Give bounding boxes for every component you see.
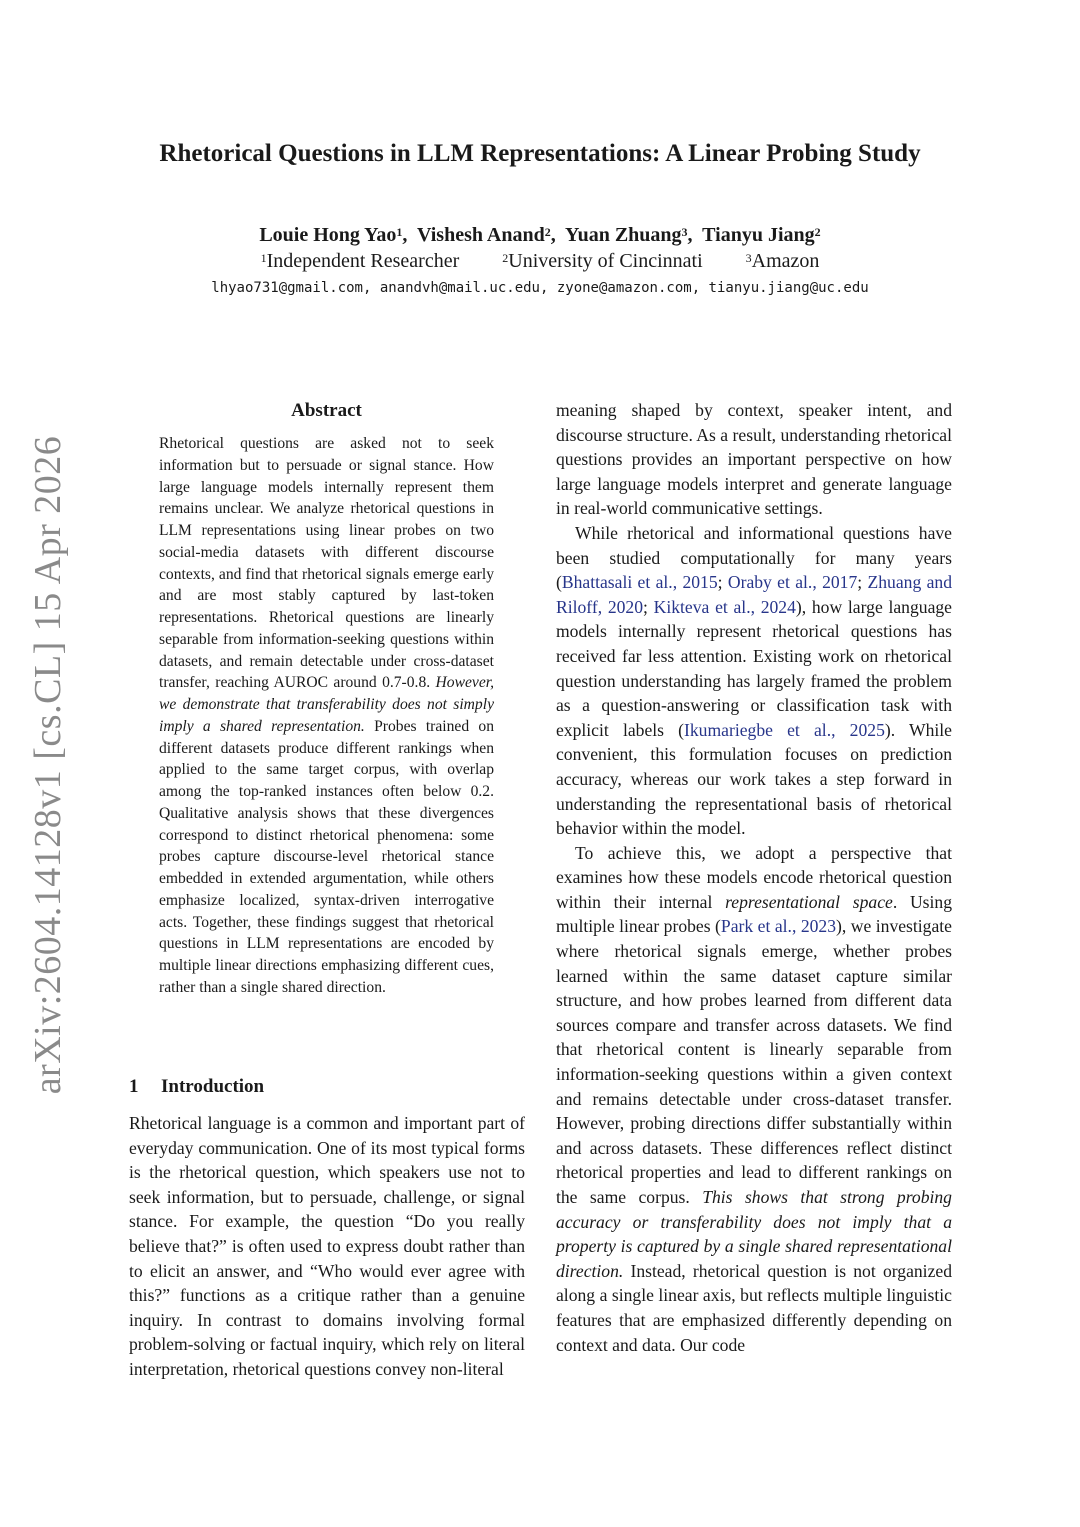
author-name: Yuan Zhuang — [564, 224, 682, 246]
citation-link[interactable]: Kikteva et al., 2024 — [653, 596, 796, 617]
section-heading-introduction: 1 Introduction — [129, 1076, 265, 1097]
introduction-paragraph-1-continued: meaning shaped by context, speaker intent, and discourse structure. As a result, understanding rhetorical questions provides an important perspective on how large language models interpret and generate language in real-world communicative settings. — [556, 400, 952, 519]
right-column — [556, 398, 952, 1357]
author-name: Louie Hong Yao — [259, 224, 397, 246]
affiliation: $^3$Amazon — [745, 250, 820, 272]
citation-link[interactable]: Zhuang and Riloff, 2020 — [556, 572, 952, 617]
citation-link[interactable]: Ikumariegbe et al., 2025 — [684, 719, 885, 740]
introduction-paragraph-2: While rhetorical and informational questions have been studied computationally for many years (Bhattasali et al., 2015; Oraby et al., 2017; Zhuang and Riloff, 2020; Kikteva et al., 2024), how large language models internally represent rhetorical questions has received far less attention. Existing work on rhetorical question understanding has largely framed the problem as a question-answering or classification task with explicit labels (Ikumariegbe et al., 2025). While convenient, this formulation focuses on prediction accuracy, whereas our work takes a step forward in understanding the representational basis of rhetorical behavior within the model. — [556, 522, 952, 839]
author-name: Vishesh Anand — [417, 224, 545, 246]
author-name: Tianyu Jiang — [702, 224, 815, 246]
arxiv-identifier: arXiv:2604.14128v1 [cs.CL] 15 Apr 2026 — [27, 435, 69, 1095]
author-affil-mark: 1 — [396, 225, 403, 239]
affiliation: $^2$University of Cincinnati — [502, 250, 703, 272]
abstract-body: Rhetorical questions are asked not to seek information but to persuade or signal stance. How large language models internally represent them remains unclear. We analyze rhetorical questions in LLM representations using linear probes on two social-media datasets with different discourse contexts, and find that rhetorical signals emerge early and are most stably captured by last-token representations. Rhetorical questions are linearly separable from information-seeking questions within datasets, and remain detectable under cross-dataset transfer, reaching AUROC around 0.7-0.8. However, we demonstrate that transferability does not simply imply a shared representation. Probes trained on different datasets produce different rankings when applied to the same target corpus, with overlap among the top-ranked instances often below 0.2. Qualitative analysis shows that these divergences correspond to distinct rhetorical phenomena: some probes capture discourse-level rhetorical stance embedded in extended argumentation, while others emphasize localized, syntax-driven interrogative acts. Together, these findings suggest that rhetorical questions in LLM representations are encoded by multiple linear directions emphasizing different cues, rather than a single shared direction. — [159, 435, 494, 996]
author-affil-mark: 3 — [681, 225, 688, 239]
citation-link[interactable]: Park et al., 2023 — [720, 916, 837, 937]
author-affil-mark: 2 — [814, 225, 821, 239]
arxiv-side-stamp — [26, 435, 70, 1095]
introduction-paragraph-3: To achieve this, we adopt a perspective that examines how these models encode rhetorical question within their internal representational space. Using multiple linear probes (Park et al., 2023), we investigate where rhetorical signals emerge, whether probes learned within the same dataset capture similar structure, and how probes learned from different data sources compare and transfer across datasets. We find that rhetorical content is linearly separable from information-seeking questions within a given context and remains detectable under cross-dataset transfer. However, probing directions differ substantially within and across datasets. These differences reflect distinct rhetorical properties and lead to different rankings on the same corpus. This shows that strong probing accuracy or transferability does not imply that a property is captured by a single shared representational direction. Instead, rhetorical question is not organized along a single linear axis, but reflects multiple linguistic features that are emphasized differently depending on context and data. Our code — [556, 842, 952, 1355]
affiliation-list — [100, 248, 980, 274]
author-list: Louie Hong Yao$^1$, Vishesh Anand$^2$, Yuan Zhuang$^3$, Tianyu Jiang$^2$ — [259, 224, 821, 246]
affiliation: $^1$Independent Researcher — [260, 250, 460, 272]
author-emails: lhyao731@gmail.com, anandvh@mail.uc.edu, zyone@amazon.com, tianyu.jiang@uc.edu — [211, 280, 869, 296]
citation-link[interactable]: Bhattasali et al., 2015 — [561, 572, 718, 593]
paper-title: Rhetorical Questions in LLM Representations: A Linear Probing Study — [159, 140, 921, 167]
introduction-paragraph-1: Rhetorical language is a common and important part of everyday communication. One of its most typical forms is the rhetorical question, which speakers use not to seek information, but to persuade, challenge, or signal stance. For example, the question “Do you really believe that?” is often used to express doubt rather than to elicit an answer, and “Who would ever agree with this?” functions as a critique rather than a genuine inquiry. In contrast to domains involving formal problem-solving or factual inquiry, which rely on literal interpretation, rhetorical questions convey non-literal — [129, 1113, 525, 1379]
abstract-heading: Abstract — [291, 400, 362, 421]
author-affil-mark: 2 — [544, 225, 551, 239]
citation-link[interactable]: Oraby et al., 2017 — [727, 572, 858, 593]
